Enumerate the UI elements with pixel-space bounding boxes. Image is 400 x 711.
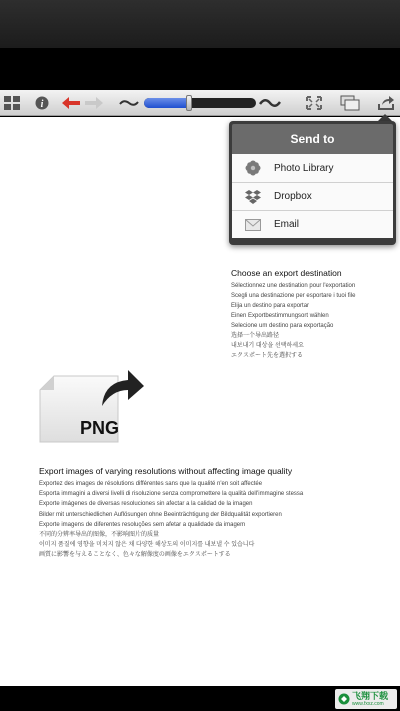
top-status-bar bbox=[0, 0, 400, 48]
destination-section bbox=[231, 268, 396, 361]
export-line: Exporte imágenes de diversas resoluciones sin afectar a la calidad de la imagen bbox=[39, 501, 253, 508]
destination-line: Sélectionnez une destination pour l'exportation bbox=[231, 283, 356, 289]
slider-fill bbox=[144, 98, 189, 108]
photo-library-label: Photo Library bbox=[274, 162, 334, 174]
destination-line: 내보내기 대상을 선택하세요 bbox=[231, 343, 304, 349]
info-button[interactable] bbox=[33, 93, 51, 113]
png-file-illustration bbox=[38, 366, 148, 446]
undo-button[interactable] bbox=[60, 93, 82, 113]
png-label: PNG bbox=[80, 418, 120, 438]
large-wave-icon bbox=[259, 97, 281, 109]
send-to-popup bbox=[229, 121, 396, 245]
expand-icon bbox=[306, 96, 322, 110]
zoom-out-button[interactable] bbox=[118, 93, 140, 113]
export-title: Export images of varying resolutions without affecting image quality bbox=[39, 466, 293, 476]
black-band bbox=[0, 48, 400, 90]
flower-icon bbox=[232, 160, 274, 176]
export-arrow-icon bbox=[96, 366, 146, 410]
zoom-in-button[interactable] bbox=[259, 93, 281, 113]
photo-library-option[interactable] bbox=[232, 154, 393, 182]
zoom-slider[interactable] bbox=[144, 93, 256, 113]
dropbox-label: Dropbox bbox=[274, 191, 312, 202]
share-button[interactable] bbox=[376, 93, 396, 113]
popup-title: Send to bbox=[232, 124, 393, 154]
destination-line: Einen Exportbestimmungsort wählen bbox=[231, 313, 329, 319]
send-to-list bbox=[232, 154, 393, 238]
grid-button[interactable] bbox=[3, 93, 21, 113]
small-wave-icon bbox=[119, 98, 139, 108]
export-line: 이미지 품질에 영향을 미치지 않은 채 다양한 해상도의 이미지를 내보낼 수 있습니다 bbox=[39, 542, 255, 549]
export-line: Exporte imagens de diferentes resoluções sem afetar a qualidade da imagem bbox=[39, 521, 246, 528]
destination-line: Elija un destino para exportar bbox=[231, 303, 310, 309]
export-line: Esporta immagini a diversi livelli di risoluzione senza compromettere la qualità dell'immagine stessa bbox=[39, 491, 304, 498]
export-line: Bilder mit unterschiedlichen Auflösungen ohne Beeinträchtigung der Bildqualität exportieren bbox=[39, 511, 282, 518]
destination-line: 选择一个导出路径 bbox=[231, 333, 280, 339]
layers-button[interactable] bbox=[339, 93, 363, 113]
redo-button[interactable] bbox=[83, 93, 105, 113]
export-line: Exportez des images de résolutions différentes sans que la qualité n'en soit affectée bbox=[39, 481, 263, 487]
destination-title: Choose an export destination bbox=[231, 268, 342, 278]
fullscreen-button[interactable] bbox=[305, 93, 323, 113]
undo-arrow-icon bbox=[61, 96, 81, 110]
export-line: 画質に影響を与えることなく、色々な解像度の画像をエクスポートする bbox=[39, 552, 231, 559]
destination-line: Scegli una destinazione per esportare i tuoi file bbox=[231, 293, 356, 299]
email-option[interactable] bbox=[232, 210, 393, 238]
share-icon bbox=[377, 95, 395, 111]
layers-icon bbox=[340, 95, 362, 111]
watermark-text: 飞翔下载 bbox=[352, 690, 389, 701]
toolbar bbox=[0, 90, 400, 116]
dropbox-icon bbox=[232, 189, 274, 205]
email-label: Email bbox=[274, 219, 300, 230]
svg-text:i: i bbox=[40, 99, 44, 110]
slider-thumb[interactable] bbox=[186, 95, 192, 111]
watermark-logo bbox=[335, 689, 397, 709]
dropbox-option[interactable] bbox=[232, 182, 393, 210]
watermark-url: www.fxxz.com bbox=[352, 700, 384, 707]
info-icon bbox=[35, 96, 49, 110]
export-quality-section bbox=[39, 466, 379, 561]
destination-line: エクスポート先を選択する bbox=[231, 353, 303, 359]
redo-arrow-icon bbox=[84, 96, 104, 110]
slider-track bbox=[144, 98, 256, 108]
destination-line: Selecione um destino para exportação bbox=[231, 323, 334, 329]
logo-icon bbox=[338, 693, 350, 705]
envelope-icon bbox=[232, 219, 274, 231]
export-line: 不同的分辨率导出的图像，不影响图片的质量 bbox=[39, 532, 160, 539]
grid-icon bbox=[4, 96, 20, 110]
